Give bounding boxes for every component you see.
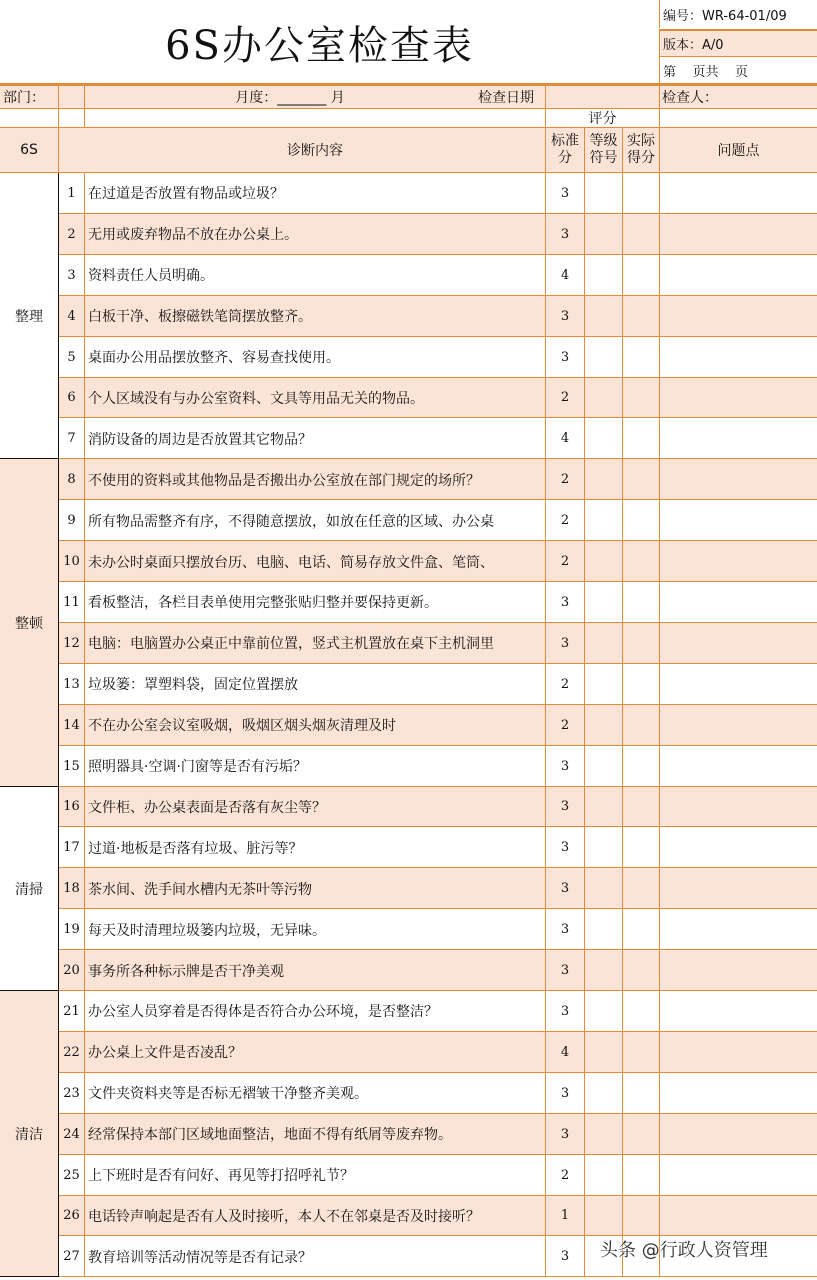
row-number: 16 [63,799,80,815]
issue-input[interactable] [660,1032,817,1073]
issue-input[interactable] [660,787,817,828]
row-content: 电脑：电脑置办公桌正中靠前位置，竖式主机置放在桌下主机洞里 [88,636,494,653]
actual-score-input[interactable] [623,500,659,541]
row-number: 12 [63,635,80,651]
actual-score-input[interactable] [623,746,659,787]
grade-input[interactable] [585,173,622,214]
issue-input[interactable] [660,337,817,378]
row-number: 9 [67,513,76,529]
issue-input[interactable] [660,500,817,541]
grade-input[interactable] [585,787,622,828]
grade-input[interactable] [585,1114,622,1155]
row-standard-score: 3 [560,349,570,365]
issue-input[interactable] [660,705,817,746]
row-content: 每天及时清理垃圾篓内垃圾，无异味。 [88,922,326,939]
issue-input[interactable] [660,991,817,1032]
actual-score-input[interactable] [623,459,659,500]
row-standard-score: 3 [560,840,570,856]
row-number: 14 [63,717,80,733]
divider [584,173,585,1277]
row-content: 文件柜、办公桌表面是否落有灰尘等？ [88,799,326,816]
row-number: 7 [67,431,76,447]
grade-input[interactable] [585,541,622,582]
page-title: 6S办公室检查表 [165,22,474,69]
actual-score-input[interactable] [623,337,659,378]
actual-score-input[interactable] [623,255,659,296]
row-standard-score: 3 [560,758,570,774]
grade-input[interactable] [585,214,622,255]
row-number: 8 [67,472,76,488]
divider [584,128,585,172]
actual-score-input[interactable] [623,1114,659,1155]
row-number: 18 [63,881,80,897]
grade-input[interactable] [585,418,622,459]
row-content: 不使用的资料或其他物品是否搬出办公室放在部门规定的场所？ [88,472,480,489]
row-content: 未办公时桌面只摆放台历、电脑、电话、简易存放文件盒、笔筒、 [88,554,494,571]
col-issues: 问题点 [717,143,760,159]
row-standard-score: 3 [560,922,570,938]
divider [659,86,660,172]
grade-input[interactable] [585,746,622,787]
actual-score-input[interactable] [623,827,659,868]
actual-score-input[interactable] [623,378,659,419]
row-number: 3 [67,267,76,283]
row-number: 1 [67,185,76,201]
grade-input[interactable] [585,378,622,419]
row-number: 24 [63,1126,80,1142]
row-content: 过道·地板是否落有垃圾、脏污等？ [88,840,303,857]
issue-input[interactable] [660,1073,817,1114]
grade-input[interactable] [585,582,622,623]
divider [622,173,623,1277]
row-standard-score: 3 [560,185,570,201]
grade-input[interactable] [585,909,622,950]
department-label: 部门： [3,90,45,106]
row-number: 10 [63,554,80,570]
col-standard: 标准分 [551,133,579,166]
grade-input[interactable] [585,950,622,991]
row-number: 25 [63,1167,80,1183]
divider [84,173,85,1277]
row-content: 无用或废弃物品不放在办公桌上。 [88,227,298,244]
row-content: 白板干净、板擦磁铁笔筒摆放整齐。 [88,309,312,326]
issue-input[interactable] [660,1196,817,1237]
issue-input[interactable] [660,623,817,664]
divider [0,108,817,109]
row-number: 21 [63,1003,80,1019]
actual-score-input[interactable] [623,582,659,623]
grade-input[interactable] [585,500,622,541]
row-content: 文件夹资料夹等是否标无褶皱干净整齐美观。 [88,1086,368,1103]
actual-score-input[interactable] [623,541,659,582]
row-content: 经常保持本部门区域地面整洁，地面不得有纸屑等废弃物。 [88,1127,452,1144]
divider [58,173,59,1277]
actual-score-input[interactable] [623,214,659,255]
divider [58,86,59,172]
row-standard-score: 3 [560,881,570,897]
doc-number: 编号：WR-64-01/09 [659,0,817,28]
grade-input[interactable] [585,337,622,378]
row-content: 照明器具·空调·门窗等是否有污垢？ [88,759,307,776]
row-number: 19 [63,922,80,938]
issue-input[interactable] [660,1155,817,1196]
col-actual: 实际得分 [627,133,655,166]
row-content: 不在办公室会议室吸烟，吸烟区烟头烟灰清理及时 [88,718,396,735]
row-standard-score: 2 [560,1167,570,1183]
row-standard-score: 2 [560,390,570,406]
issue-input[interactable] [660,827,817,868]
row-standard-score: 4 [560,267,570,283]
issue-input[interactable] [660,378,817,419]
row-standard-score: 2 [560,676,570,692]
row-number: 2 [67,226,76,242]
row-standard-score: 2 [560,513,570,529]
row-number: 17 [63,840,80,856]
divider [545,86,546,172]
row-standard-score: 3 [560,1126,570,1142]
row-number: 15 [63,758,80,774]
actual-score-input[interactable] [623,173,659,214]
row-number: 26 [63,1208,80,1224]
grade-input[interactable] [585,827,622,868]
grade-input[interactable] [585,991,622,1032]
actual-score-input[interactable] [623,1196,659,1237]
row-number: 6 [67,390,76,406]
issue-input[interactable] [660,664,817,705]
row-number: 27 [63,1249,80,1265]
divider [622,128,623,172]
divider [0,1276,59,1277]
issue-input[interactable] [660,296,817,337]
row-content: 办公桌上文件是否凌乱？ [88,1045,242,1062]
row-standard-score: 4 [560,1044,570,1060]
actual-score-input[interactable] [623,418,659,459]
actual-score-input[interactable] [623,1032,659,1073]
row-content: 个人区域没有与办公室资料、文具等用品无关的物品。 [88,390,424,407]
grade-input[interactable] [585,623,622,664]
category-cell: 清洁 [0,991,58,1277]
row-number: 22 [63,1044,80,1060]
category-cell: 整顿 [0,459,58,786]
row-standard-score: 4 [560,431,570,447]
grade-input[interactable] [585,664,622,705]
actual-score-input[interactable] [623,950,659,991]
row-standard-score: 2 [560,472,570,488]
score-group-header: 评分 [588,110,617,127]
row-number: 20 [63,963,80,979]
category-cell: 整理 [15,309,43,326]
actual-score-input[interactable] [623,909,659,950]
row-number: 23 [63,1085,80,1101]
row-standard-score: 3 [560,799,570,815]
row-content: 电话铃声响起是否有人及时接听，本人不在邻桌是否及时接听？ [88,1208,480,1225]
issue-input[interactable] [660,255,817,296]
row-standard-score: 2 [560,554,570,570]
page-counter: 第 页共 页 [659,56,817,84]
grade-input[interactable] [585,1032,622,1073]
row-number: 13 [63,676,80,692]
issue-input[interactable] [660,950,817,991]
row-content: 垃圾篓：罩塑料袋，固定位置摆放 [88,677,298,694]
row-content: 看板整洁，各栏目表单使用完整张贴归整并要保持更新。 [88,595,438,612]
actual-score-input[interactable] [623,991,659,1032]
issue-input[interactable] [660,541,817,582]
grade-input[interactable] [585,459,622,500]
row-number: 5 [67,349,76,365]
row-standard-score: 3 [560,1085,570,1101]
issue-input[interactable] [660,582,817,623]
row-content: 办公室人员穿着是否得体是否符合办公环境，是否整洁？ [88,1004,438,1021]
grade-input[interactable] [585,296,622,337]
grade-input[interactable] [585,705,622,746]
actual-score-input[interactable] [623,868,659,909]
divider [59,1276,817,1277]
grade-input[interactable] [585,1196,622,1237]
month-field[interactable]: 月度：_______ 月 [235,90,345,106]
issue-input[interactable] [660,909,817,950]
row-standard-score: 3 [560,1003,570,1019]
row-content: 在过道是否放置有物品或垃圾？ [88,186,284,203]
grade-input[interactable] [585,868,622,909]
row-content: 消防设备的周边是否放置其它物品？ [88,431,312,448]
category-cell: 清掃 [15,881,43,898]
col-category: 6S [20,142,38,158]
row-content: 茶水间、洗手间水槽内无茶叶等污物 [88,881,312,898]
grade-input[interactable] [585,1155,622,1196]
row-standard-score: 3 [560,226,570,242]
row-standard-score: 3 [560,1249,570,1265]
actual-score-input[interactable] [623,1155,659,1196]
row-standard-score: 3 [560,594,570,610]
issue-input[interactable] [660,459,817,500]
check-date-label: 检查日期 [478,90,534,106]
col-content: 诊断内容 [287,143,343,159]
inspector-label: 检查人： [662,90,718,106]
actual-score-input[interactable] [623,1073,659,1114]
issue-input[interactable] [660,1114,817,1155]
grade-input[interactable] [585,255,622,296]
row-standard-score: 3 [560,635,570,651]
watermark: 头条 @行政人资管理 [600,1240,768,1261]
issue-input[interactable] [660,418,817,459]
col-grade: 等级符号 [589,133,618,166]
version: 版本：A/0 [659,29,817,56]
issue-input[interactable] [660,868,817,909]
actual-score-input[interactable] [623,705,659,746]
row-standard-score: 2 [560,717,570,733]
divider [545,173,546,1277]
row-content: 教育培训等活动情况等是否有记录？ [88,1249,312,1266]
actual-score-input[interactable] [623,664,659,705]
row-content: 所有物品需整齐有序，不得随意摆放，如放在任意的区域、办公桌 [88,513,494,530]
issue-input[interactable] [660,173,817,214]
row-number: 11 [63,594,80,610]
divider [659,173,660,1277]
issue-input[interactable] [660,214,817,255]
row-content: 桌面办公用品摆放整齐、容易查找使用。 [88,350,340,367]
divider [84,86,85,128]
row-standard-score: 1 [560,1208,570,1224]
row-content: 资料责任人员明确。 [88,268,214,285]
actual-score-input[interactable] [623,623,659,664]
actual-score-input[interactable] [623,787,659,828]
row-number: 4 [67,308,76,324]
row-standard-score: 3 [560,308,570,324]
row-content: 上下班时是否有问好、再见等打招呼礼节？ [88,1168,354,1185]
actual-score-input[interactable] [623,296,659,337]
row-standard-score: 3 [560,963,570,979]
grade-input[interactable] [585,1073,622,1114]
row-content: 事务所各种标示牌是否干净美观 [88,963,284,980]
issue-input[interactable] [660,746,817,787]
